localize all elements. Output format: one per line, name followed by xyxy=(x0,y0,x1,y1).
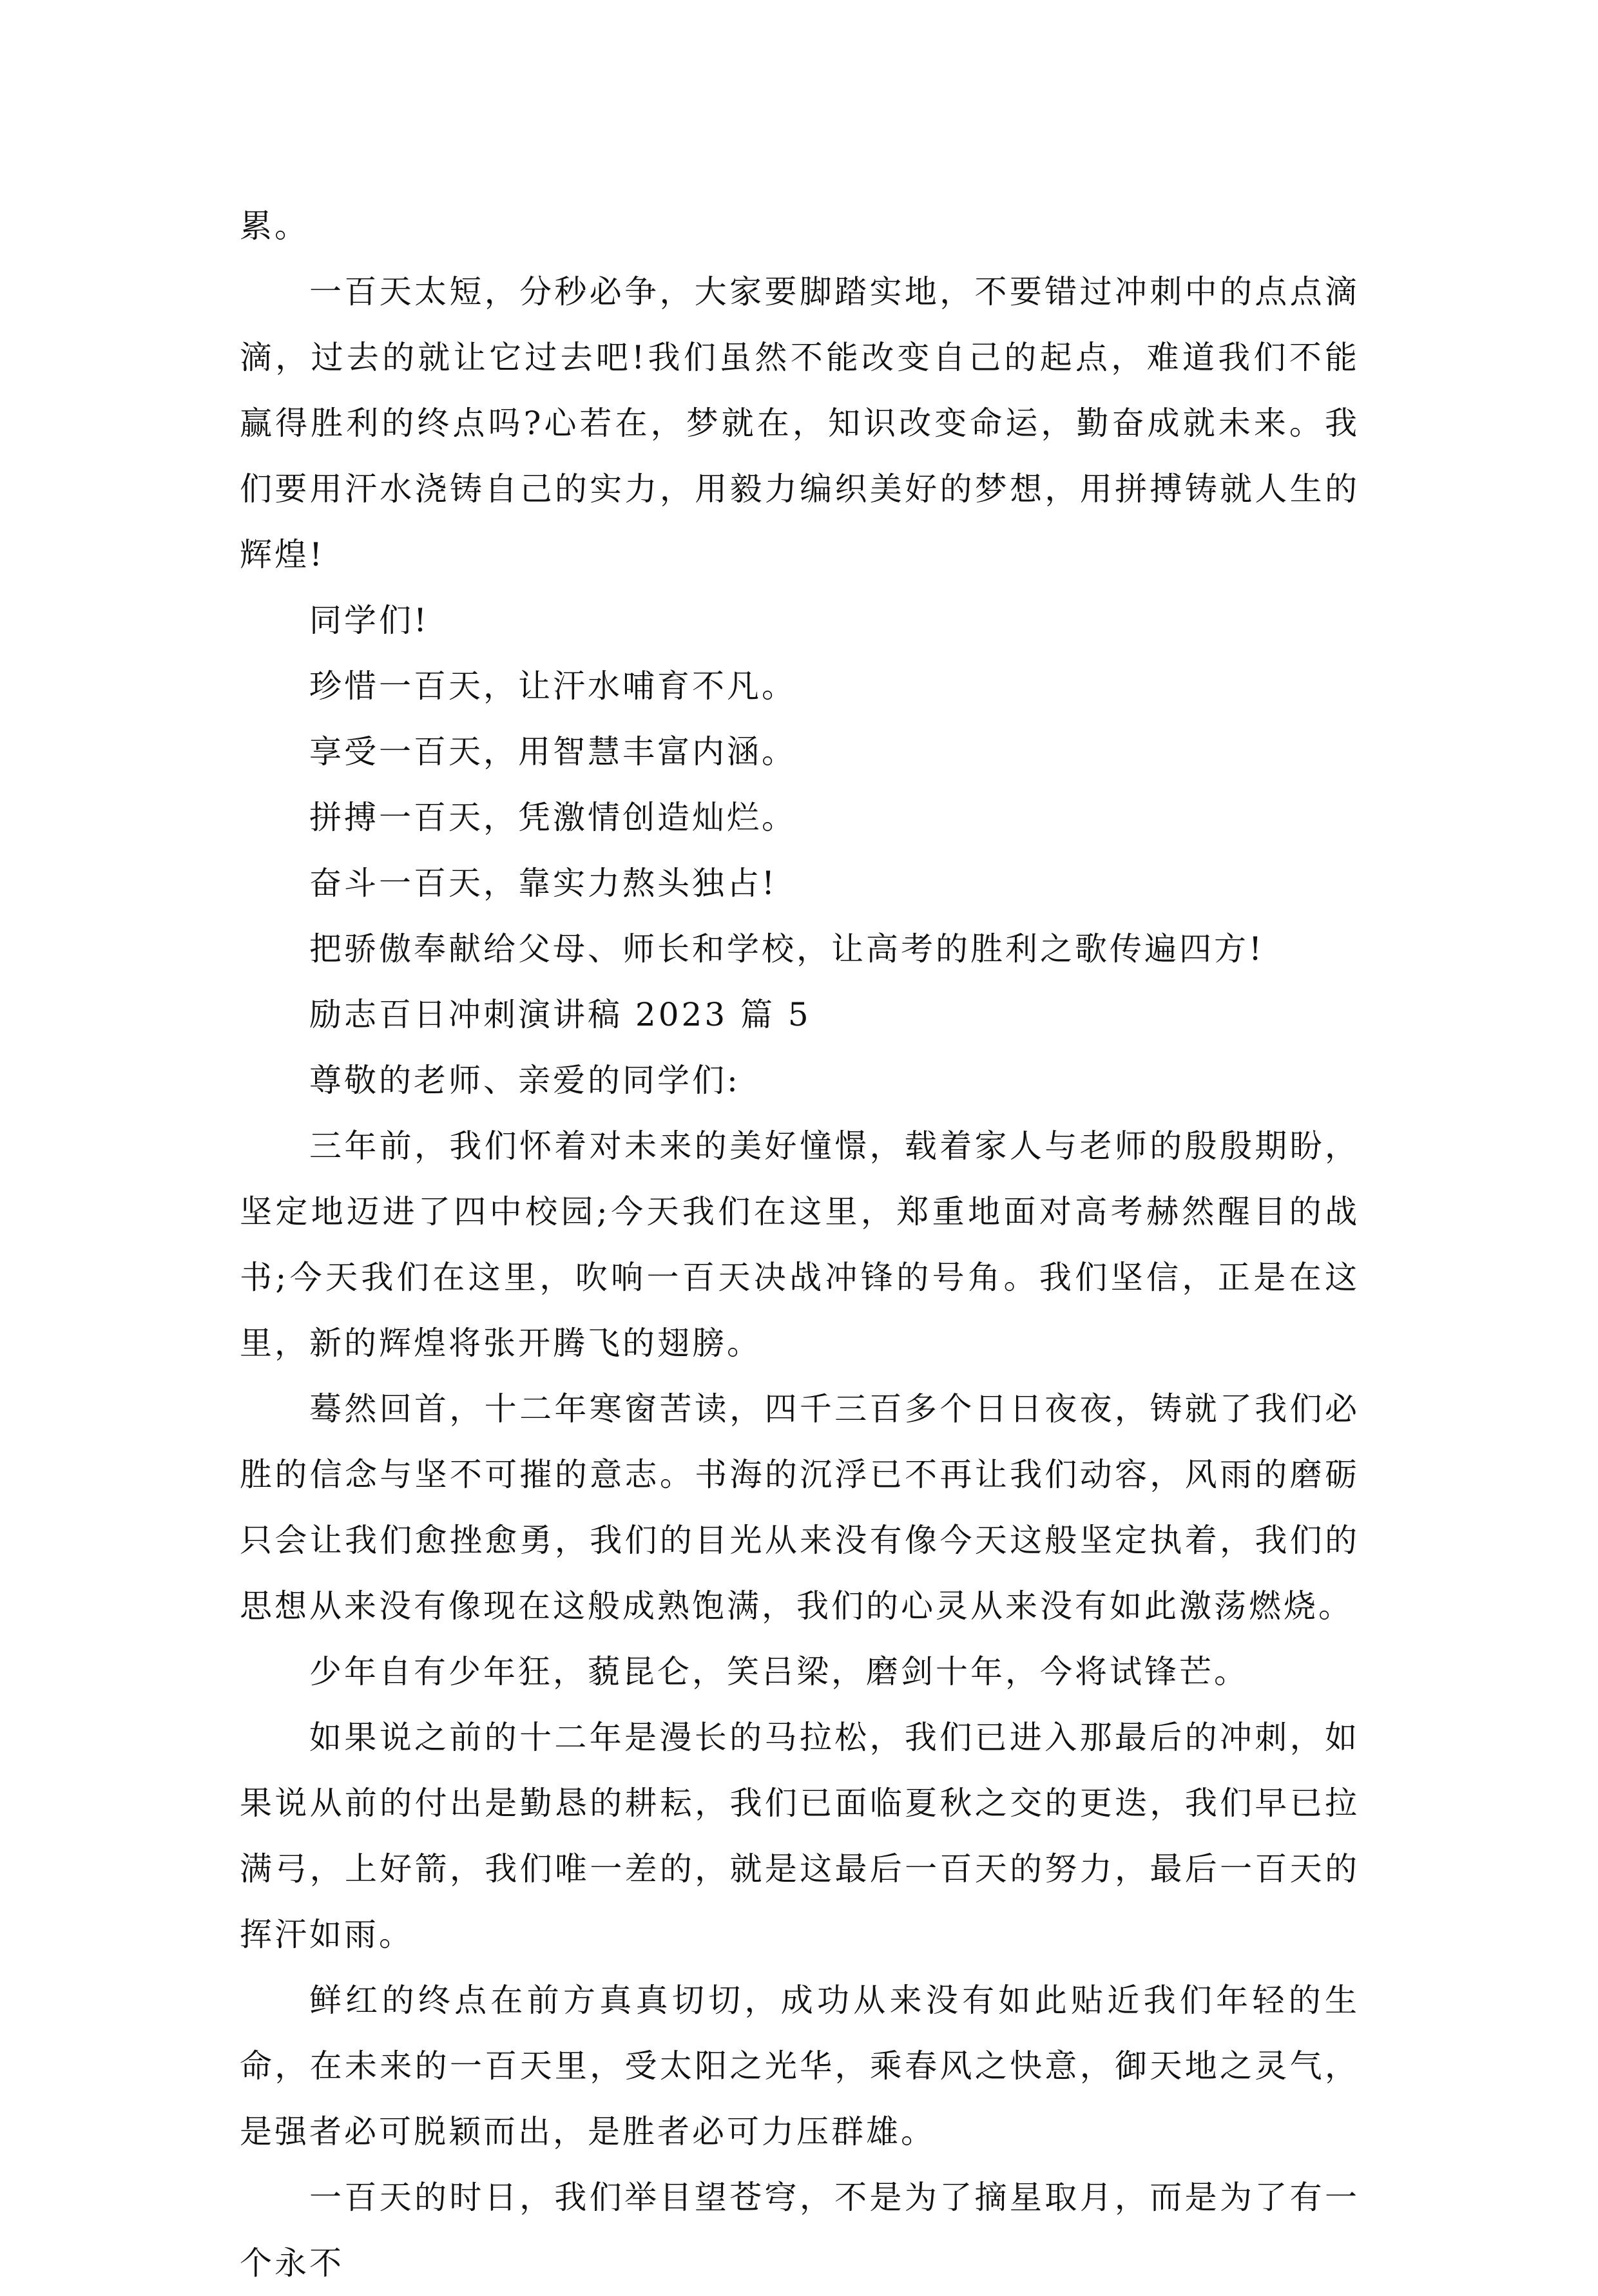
salutation: 尊敬的老师、亲爱的同学们: xyxy=(309,1062,740,1099)
paragraph-1: 累。 xyxy=(240,207,309,245)
section-heading: 励志百日冲刺演讲稿 2023 篇 5 xyxy=(309,996,811,1033)
paragraph-11: 三年前，我们怀着对未来的美好憧憬，载着家人与老师的殷殷期盼，坚定地迈进了四中校园;今天我们在这里，郑重地面对高考赫然醒目的战书;今天我们在这里，吹响一百天决战冲锋的号角。我们坚信，正是在这里，新的辉煌将张开腾飞的翅膀。 xyxy=(240,1127,1360,1362)
paragraph-4: 珍惜一百天，让汗水哺育不凡。 xyxy=(309,667,796,705)
paragraph-15: 鲜红的终点在前方真真切切，成功从来没有如此贴近我们年轻的生命，在未来的一百天里，受太阳之光华，乘春风之快意，御天地之灵气，是强者必可脱颖而出，是胜者必可力压群雄。 xyxy=(240,1982,1360,2150)
paragraph-6: 拼搏一百天，凭激情创造灿烂。 xyxy=(309,799,796,836)
paragraph-16: 一百天的时日，我们举目望苍穹，不是为了摘星取月，而是为了有一个永不 xyxy=(240,2179,1360,2282)
paragraph-2: 一百天太短，分秒必争，大家要脚踏实地，不要错过冲刺中的点点滴滴，过去的就让它过去吧!我们虽然不能改变自己的起点，难道我们不能赢得胜利的终点吗?心若在，梦就在，知识改变命运，勤奋成就未来。我们要用汗水浇铸自己的实力，用毅力编织美好的梦想，用拼搏铸就人生的辉煌! xyxy=(240,273,1360,573)
paragraph-7: 奋斗一百天，靠实力熬头独占! xyxy=(309,865,778,902)
paragraph-12: 蓦然回首，十二年寒窗苦读，四千三百多个日日夜夜，铸就了我们必胜的信念与坚不可摧的意志。书海的沉浮已不再让我们动容，风雨的磨砺只会让我们愈挫愈勇，我们的目光从来没有像今天这般坚定执着，我们的思想从来没有像现在这般成熟饱满，我们的心灵从来没有如此激荡燃烧。 xyxy=(240,1390,1360,1625)
paragraph-13: 少年自有少年狂，藐昆仑，笑吕梁，磨剑十年，今将试锋芒。 xyxy=(309,1653,1249,1690)
paragraph-5: 享受一百天，用智慧丰富内涵。 xyxy=(309,733,796,770)
document-body xyxy=(240,193,1360,2296)
paragraph-3: 同学们! xyxy=(309,602,430,639)
paragraph-8: 把骄傲奉献给父母、师长和学校，让高考的胜利之歌传遍四方! xyxy=(309,930,1265,968)
paragraph-14: 如果说之前的十二年是漫长的马拉松，我们已进入那最后的冲刺，如果说从前的付出是勤恳的耕耘，我们已面临夏秋之交的更迭，我们早已拉满弓，上好箭，我们唯一差的，就是这最后一百天的努力，最后一百天的挥汗如雨。 xyxy=(240,1719,1360,1953)
